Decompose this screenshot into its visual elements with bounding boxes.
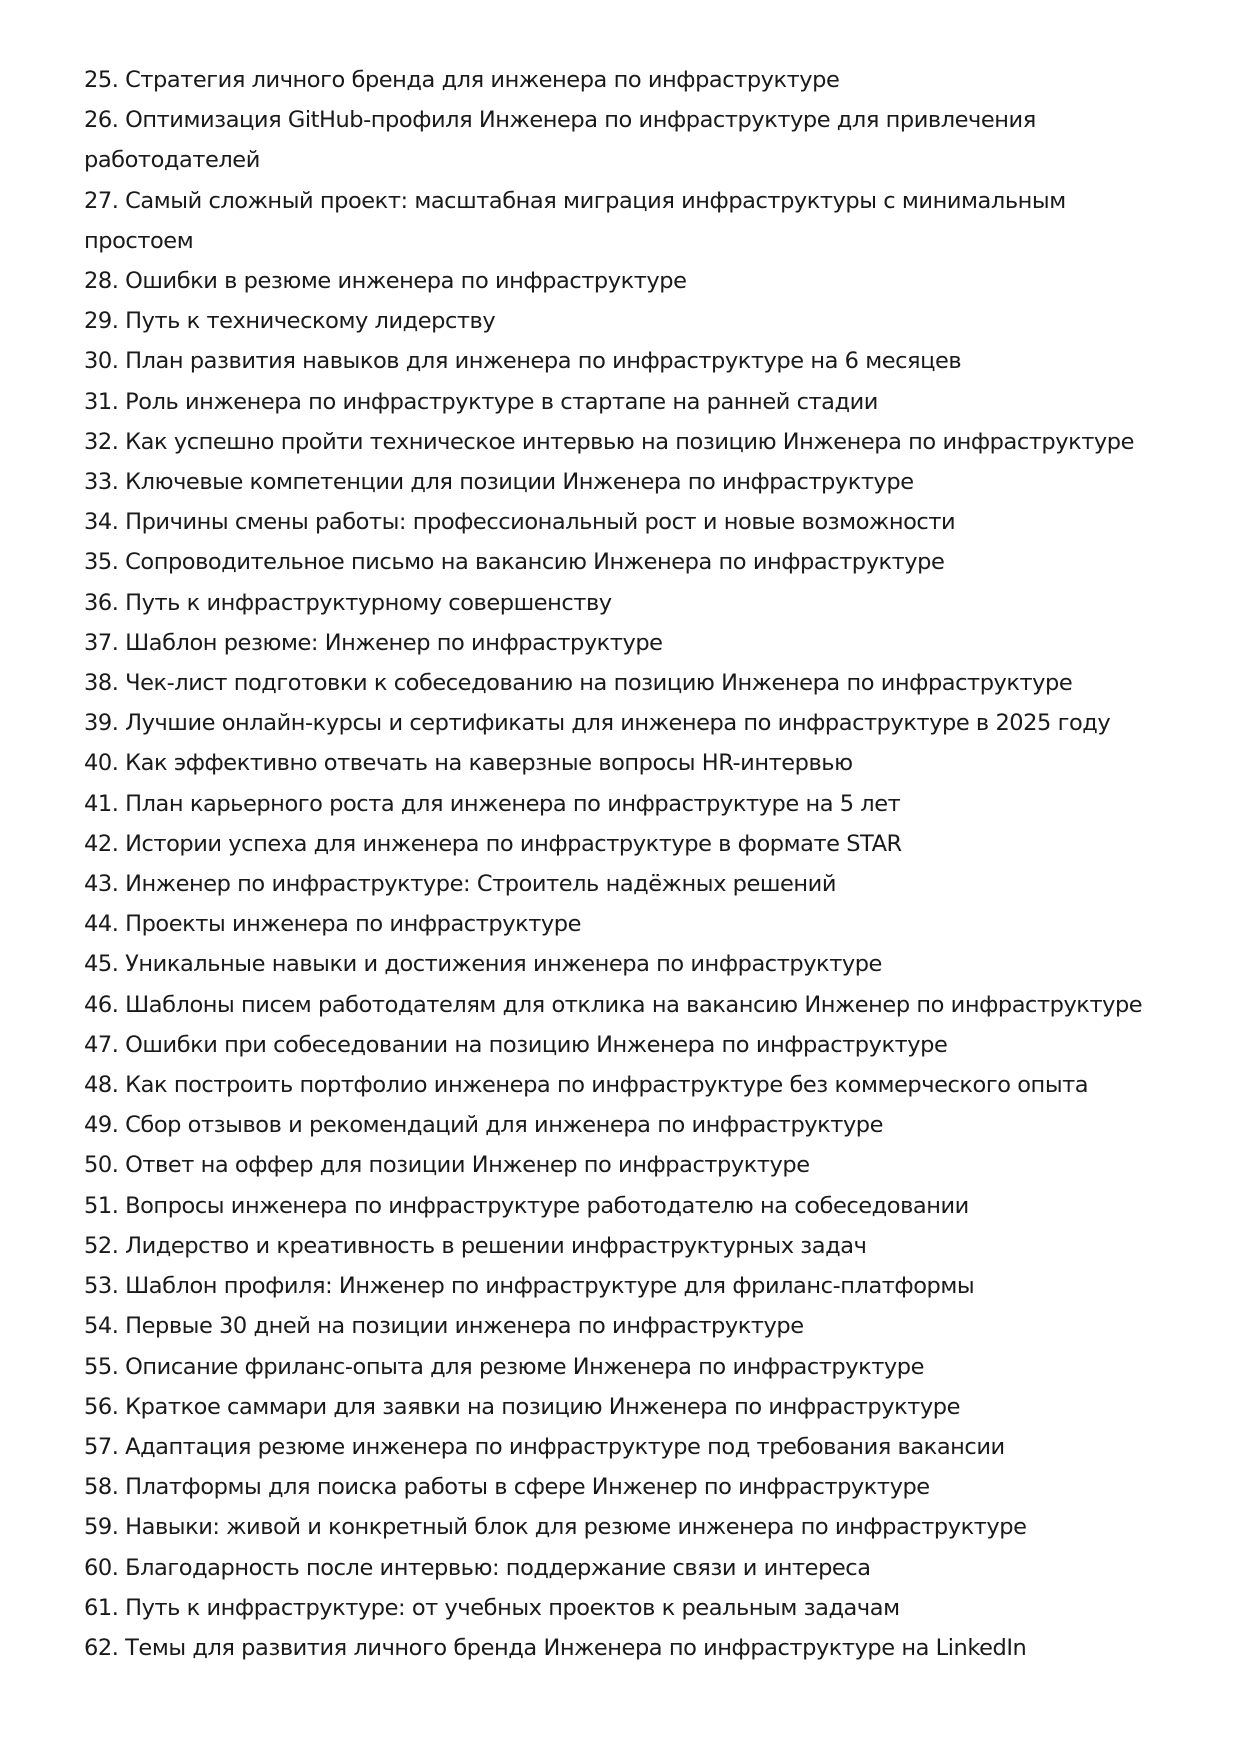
toc-item-44: 44. Проекты инженера по инфраструктуре — [84, 911, 581, 938]
toc-item-56: 56. Краткое саммари для заявки на позицию Инженера по инфраструктуре — [84, 1393, 960, 1420]
toc-item-42: 42. Истории успеха для инженера по инфраструктуре в формате STAR — [84, 830, 902, 857]
toc-item-59: 59. Навыки: живой и конкретный блок для резюме инженера по инфраструктуре — [84, 1514, 1027, 1541]
toc-item-35: 35. Сопроводительное письмо на вакансию Инженера по инфраструктуре — [84, 549, 945, 576]
toc-item-39: 39. Лучшие онлайн-курсы и сертификаты для инженера по инфраструктуре в 2025 году — [84, 710, 1111, 737]
toc-item-27: 27. Самый сложный проект: масштабная миграция инфраструктуры с минимальным простоем — [84, 187, 1066, 254]
toc-item-30: 30. План развития навыков для инженера по инфраструктуре на 6 месяцев — [84, 348, 962, 375]
toc-item-61: 61. Путь к инфраструктуре: от учебных проектов к реальным задачам — [84, 1594, 900, 1621]
toc-item-33: 33. Ключевые компетенции для позиции Инженера по инфраструктуре — [84, 469, 914, 496]
toc-item-32: 32. Как успешно пройти техническое интервью на позицию Инженера по инфраструктуре — [84, 428, 1134, 455]
toc-item-45: 45. Уникальные навыки и достижения инженера по инфраструктуре — [84, 951, 882, 978]
toc-item-58: 58. Платформы для поиска работы в сфере Инженер по инфраструктуре — [84, 1474, 930, 1501]
toc-item-53: 53. Шаблон профиля: Инженер по инфраструктуре для фриланс-платформы — [84, 1273, 975, 1300]
toc-item-57: 57. Адаптация резюме инженера по инфраструктуре под требования вакансии — [84, 1433, 1005, 1460]
toc-item-26: 26. Оптимизация GitHub-профиля Инженера по инфраструктуре для привлечения работодателей — [84, 107, 1036, 174]
toc-item-47: 47. Ошибки при собеседовании на позицию Инженера по инфраструктуре — [84, 1031, 948, 1058]
toc-item-38: 38. Чек-лист подготовки к собеседованию на позицию Инженера по инфраструктуре — [84, 670, 1073, 697]
toc-item-52: 52. Лидерство и креативность в решении инфраструктурных задач — [84, 1232, 867, 1259]
toc-item-41: 41. План карьерного роста для инженера по инфраструктуре на 5 лет — [84, 790, 901, 817]
toc-item-51: 51. Вопросы инженера по инфраструктуре работодателю на собеседовании — [84, 1192, 969, 1219]
toc-item-37: 37. Шаблон резюме: Инженер по инфраструктуре — [84, 629, 663, 656]
toc-item-55: 55. Описание фриланс-опыта для резюме Инженера по инфраструктуре — [84, 1353, 924, 1380]
toc-item-31: 31. Роль инженера по инфраструктуре в стартапе на ранней стадии — [84, 388, 878, 415]
toc-item-46: 46. Шаблоны писем работодателям для отклика на вакансию Инженер по инфраструктуре — [84, 991, 1143, 1018]
toc-item-43: 43. Инженер по инфраструктуре: Строитель надёжных решений — [84, 871, 836, 898]
document-page — [84, 60, 1164, 1668]
toc-item-60: 60. Благодарность после интервью: поддержание связи и интереса — [84, 1554, 871, 1581]
toc-item-48: 48. Как построить портфолио инженера по инфраструктуре без коммерческого опыта — [84, 1072, 1089, 1099]
toc-item-28: 28. Ошибки в резюме инженера по инфраструктуре — [84, 268, 687, 295]
toc-item-29: 29. Путь к техническому лидерству — [84, 308, 496, 335]
toc-item-49: 49. Сбор отзывов и рекомендаций для инженера по инфраструктуре — [84, 1112, 884, 1139]
toc-item-50: 50. Ответ на оффер для позиции Инженер по инфраструктуре — [84, 1152, 810, 1179]
toc-item-54: 54. Первые 30 дней на позиции инженера по инфраструктуре — [84, 1313, 804, 1340]
toc-item-62: 62. Темы для развития личного бренда Инженера по инфраструктуре на LinkedIn — [84, 1634, 1027, 1661]
toc-item-40: 40. Как эффективно отвечать на каверзные вопросы HR-интервью — [84, 750, 853, 777]
toc-item-36: 36. Путь к инфраструктурному совершенству — [84, 589, 612, 616]
toc-list — [84, 60, 1164, 1668]
toc-item-34: 34. Причины смены работы: профессиональный рост и новые возможности — [84, 509, 956, 536]
toc-item-25: 25. Стратегия личного бренда для инженера по инфраструктуре — [84, 67, 840, 93]
